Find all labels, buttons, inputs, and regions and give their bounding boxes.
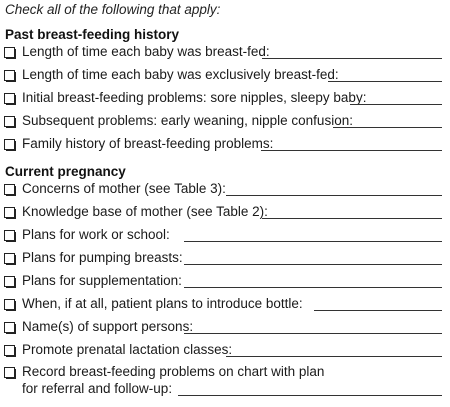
checklist-item[interactable] <box>0 204 450 224</box>
section-heading-past: Past breast-feeding history <box>5 27 180 42</box>
answer-line[interactable] <box>314 310 442 311</box>
checkbox-icon[interactable] <box>4 116 15 127</box>
answer-line[interactable] <box>333 127 442 128</box>
checkbox-icon[interactable] <box>4 322 15 333</box>
intro-text: Check all of the following that apply: <box>5 2 221 17</box>
answer-line[interactable] <box>226 356 442 357</box>
answer-line[interactable] <box>226 195 442 196</box>
checklist-item[interactable] <box>0 342 450 362</box>
checklist-item[interactable] <box>0 227 450 247</box>
checklist-item[interactable] <box>0 44 450 64</box>
checkbox-icon[interactable] <box>4 345 15 356</box>
checkbox-icon[interactable] <box>4 230 15 241</box>
checklist-item[interactable] <box>0 364 450 400</box>
checkbox-icon[interactable] <box>4 70 15 81</box>
checkbox-icon[interactable] <box>4 139 15 150</box>
item-label: Length of time each baby was exclusively breast-fed: <box>22 67 339 82</box>
checklist-item[interactable] <box>0 136 450 156</box>
item-label: Concerns of mother (see Table 3): <box>22 181 226 196</box>
checklist-item[interactable] <box>0 113 450 133</box>
item-label: When, if at all, patient plans to introduce bottle: <box>22 296 303 311</box>
answer-line[interactable] <box>184 333 442 334</box>
item-label: Knowledge base of mother (see Table 2): <box>22 204 268 219</box>
checkbox-icon[interactable] <box>4 299 15 310</box>
checklist-item[interactable] <box>0 273 450 293</box>
checklist-item[interactable] <box>0 319 450 339</box>
checklist-item[interactable] <box>0 250 450 270</box>
checklist-item[interactable] <box>0 90 450 110</box>
answer-line[interactable] <box>184 241 442 242</box>
checklist-item[interactable] <box>0 67 450 87</box>
item-label: Plans for work or school: <box>22 227 170 242</box>
checkbox-icon[interactable] <box>4 253 15 264</box>
item-label: Plans for pumping breasts: <box>22 250 183 265</box>
answer-line[interactable] <box>350 104 442 105</box>
item-label-line1: Record breast-feeding problems on chart with plan <box>22 364 325 379</box>
section-heading-current: Current pregnancy <box>5 164 126 179</box>
item-label-line2: for referral and follow-up: <box>22 381 173 396</box>
item-label: Initial breast-feeding problems: sore nipples, sleepy baby: <box>22 90 367 105</box>
answer-line[interactable] <box>262 218 442 219</box>
answer-line[interactable] <box>262 58 442 59</box>
item-label: Family history of breast-feeding problems: <box>22 136 274 151</box>
answer-line[interactable] <box>184 287 442 288</box>
checkbox-icon[interactable] <box>4 184 15 195</box>
item-label: Plans for supplementation: <box>22 273 182 288</box>
answer-line[interactable] <box>178 395 442 396</box>
item-label: Length of time each baby was breast-fed: <box>22 44 270 59</box>
answer-line[interactable] <box>328 81 442 82</box>
answer-line[interactable] <box>261 150 442 151</box>
item-label: Name(s) of support persons: <box>22 319 194 334</box>
checklist-item[interactable] <box>0 181 450 201</box>
item-label: Promote prenatal lactation classes: <box>22 342 233 357</box>
checklist-item[interactable] <box>0 296 450 316</box>
checkbox-icon[interactable] <box>4 367 15 378</box>
checkbox-icon[interactable] <box>4 207 15 218</box>
item-label: Subsequent problems: early weaning, nipple confusion: <box>22 113 353 128</box>
answer-line[interactable] <box>184 264 442 265</box>
checkbox-icon[interactable] <box>4 47 15 58</box>
checkbox-icon[interactable] <box>4 276 15 287</box>
checkbox-icon[interactable] <box>4 93 15 104</box>
